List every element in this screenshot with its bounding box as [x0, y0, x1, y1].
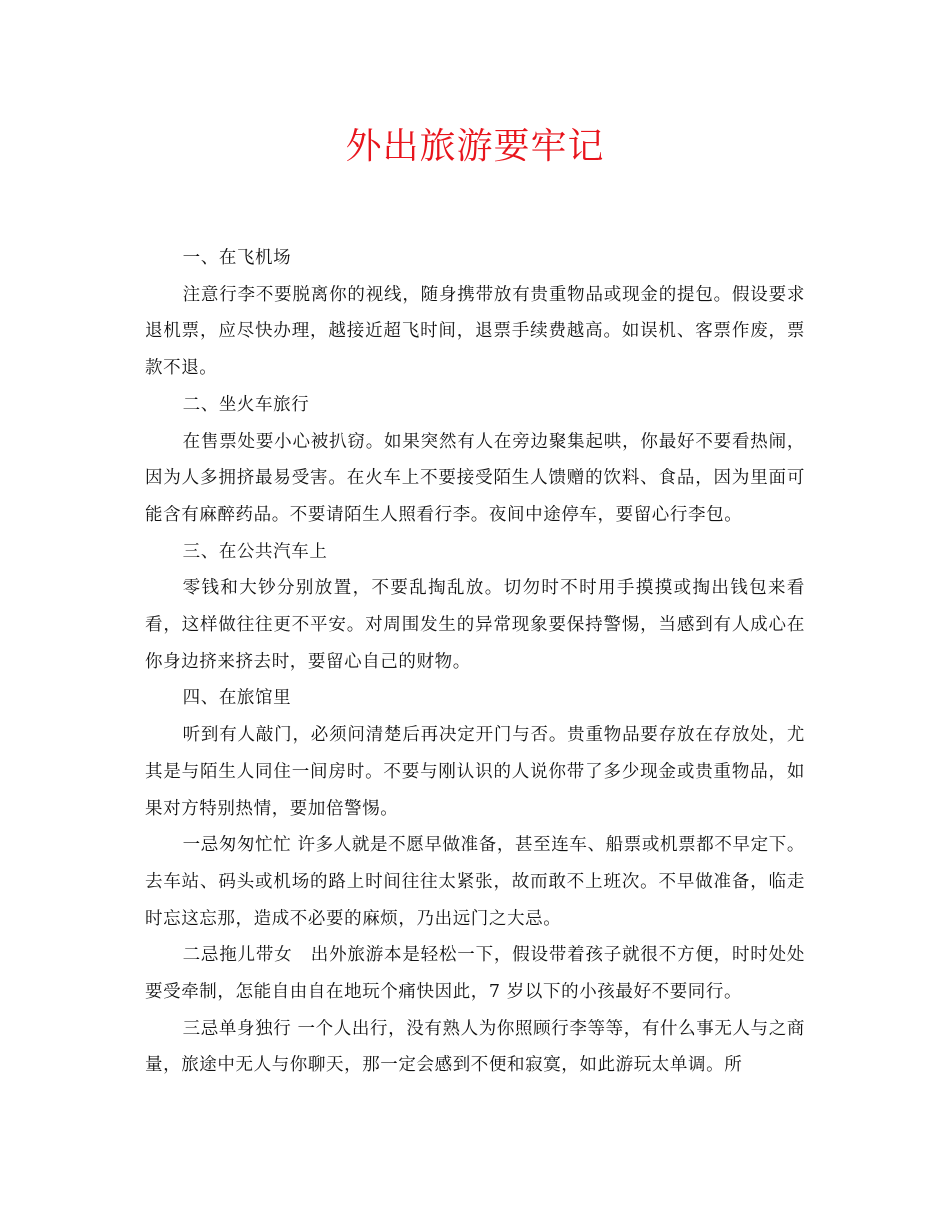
paragraph-bus: 零钱和大钞分别放置，不要乱掏乱放。切勿时不时用手摸摸或掏出钱包来看看，这样做往往更不平安。对周围发生的异常现象要保持警惕，当感到有人成心在你身边挤来挤去时，要留心自己的财物。	[145, 578, 805, 672]
section-heading-hotel: 四、在旅馆里	[182, 688, 292, 709]
paragraph-train: 在售票处要小心被扒窃。如果突然有人在旁边聚集起哄，你最好不要看热闹，因为人多拥挤最易受害。在火车上不要接受陌生人馈赠的饮料、食品，因为里面可能含有麻醉药品。不要请陌生人照看行李。夜间中途停车，要留心行李包。	[145, 431, 805, 525]
section-heading-airport: 一、在飞机场	[182, 248, 292, 268]
paragraph-taboo-1: 一忌匆匆忙忙 许多人就是不愿早做准备，甚至连车、船票或机票都不早定下。去车站、码头或机场的路上时间往往太紧张，故而敢不上班次。不早做准备，临走时忘这忘那，造成不必要的麻烦，乃出远门之大忌。	[145, 835, 805, 929]
document-body	[145, 240, 805, 1084]
paragraph-airport: 注意行李不要脱离你的视线，随身携带放有贵重物品或现金的提包。假设要求退机票，应尽快办理，越接近超飞时间，退票手续费越高。如误机、客票作废，票款不退。	[145, 284, 805, 379]
section-heading-bus: 三、在公共汽车上	[182, 541, 328, 562]
paragraph-hotel: 听到有人敲门，必须问清楚后再决定开门与否。贵重物品要存放在存放处，尤其是与陌生人同住一间房时。不要与刚认识的人说你带了多少现金或贵重物品，如果对方特别热情，要加倍警惕。	[145, 725, 805, 819]
document-title: 外出旅游要牢记	[345, 126, 605, 167]
paragraph-taboo-3: 三忌单身独行 一个人出行，没有熟人为你照顾行李等等，有什么事无人与之商量，旅途中无人与你聊天，那一定会感到不便和寂寞，如此游玩太单调。所	[145, 1018, 805, 1076]
paragraph-taboo-2: 二忌拖儿带女 出外旅游本是轻松一下，假设带着孩子就很不方便，时时处处要受牵制，怎能自由自在地玩个痛快因此，7 岁以下的小孩最好不要同行。	[145, 945, 805, 1003]
section-heading-train: 二、坐火车旅行	[182, 394, 310, 415]
